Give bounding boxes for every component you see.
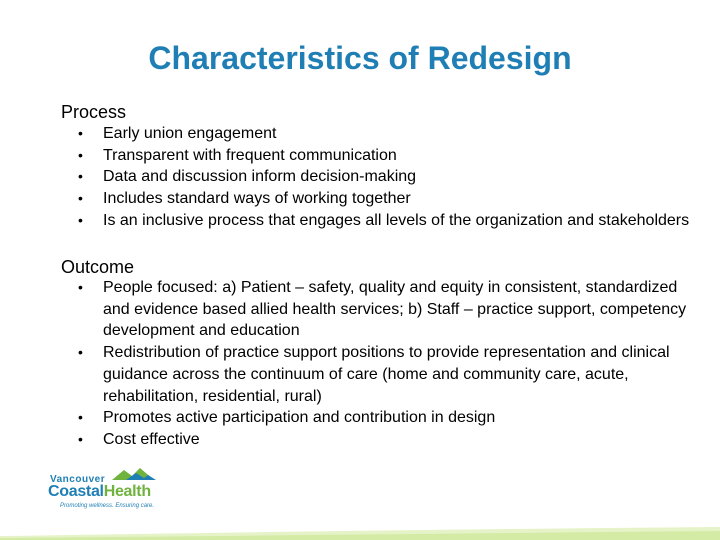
process-item (78, 123, 708, 145)
bullet-icon: • (78, 430, 83, 447)
bullet-icon: • (78, 125, 83, 141)
process-item (78, 145, 708, 167)
process-item-text: Includes standard ways of working together (103, 190, 411, 208)
outcome-item-text: Redistribution of practice support positions to provide representation and clinical guidance across the continuum of care (home and community care, acute, rehabilitation, residential, rural) (103, 344, 670, 405)
bullet-icon: • (78, 409, 83, 426)
outcome-item-text: People focused: a) Patient – safety, quality and equity in consistent, standardized and evidence based allied health services; b) Staff – practice support, competency development and education (103, 279, 687, 340)
logo-coastal-health-text (48, 483, 151, 501)
process-list (78, 123, 708, 232)
process-heading: Process (61, 102, 127, 122)
outcome-item (78, 429, 708, 451)
outcome-item-text: Promotes active participation and contribution in design (103, 409, 496, 427)
outcome-item (78, 407, 708, 429)
process-item-text: Data and discussion inform decision-making (103, 168, 417, 186)
decorative-bottom-band (0, 527, 720, 540)
process-item (78, 188, 708, 210)
outcome-item-text: Cost effective (103, 430, 200, 448)
process-item-text: Is an inclusive process that engages all levels of the organization and stakeholders (103, 211, 690, 229)
bullet-icon: • (78, 211, 83, 228)
bullet-icon: • (78, 168, 83, 185)
bullet-icon: • (78, 190, 83, 207)
vancouver-coastal-health-logo (44, 466, 204, 526)
process-item (78, 166, 708, 188)
outcome-item (78, 277, 708, 342)
outcome-list (78, 277, 708, 451)
logo-coastal-word: Coastal (48, 483, 104, 500)
bullet-icon: • (78, 344, 83, 361)
process-item-text: Early union engagement (103, 125, 277, 142)
process-item-text: Transparent with frequent communication (103, 146, 397, 164)
logo-tagline: Promoting wellness. Ensuring care. (60, 503, 155, 509)
logo-vancouver-text: Vancouver (50, 474, 106, 485)
bullet-icon: • (78, 146, 83, 163)
slide-title: Characteristics of Redesign (148, 40, 572, 76)
bullet-icon: • (78, 279, 83, 295)
logo-health-word: Health (103, 483, 151, 500)
process-item (78, 210, 708, 232)
outcome-item (78, 342, 708, 407)
outcome-heading: Outcome (61, 257, 135, 277)
